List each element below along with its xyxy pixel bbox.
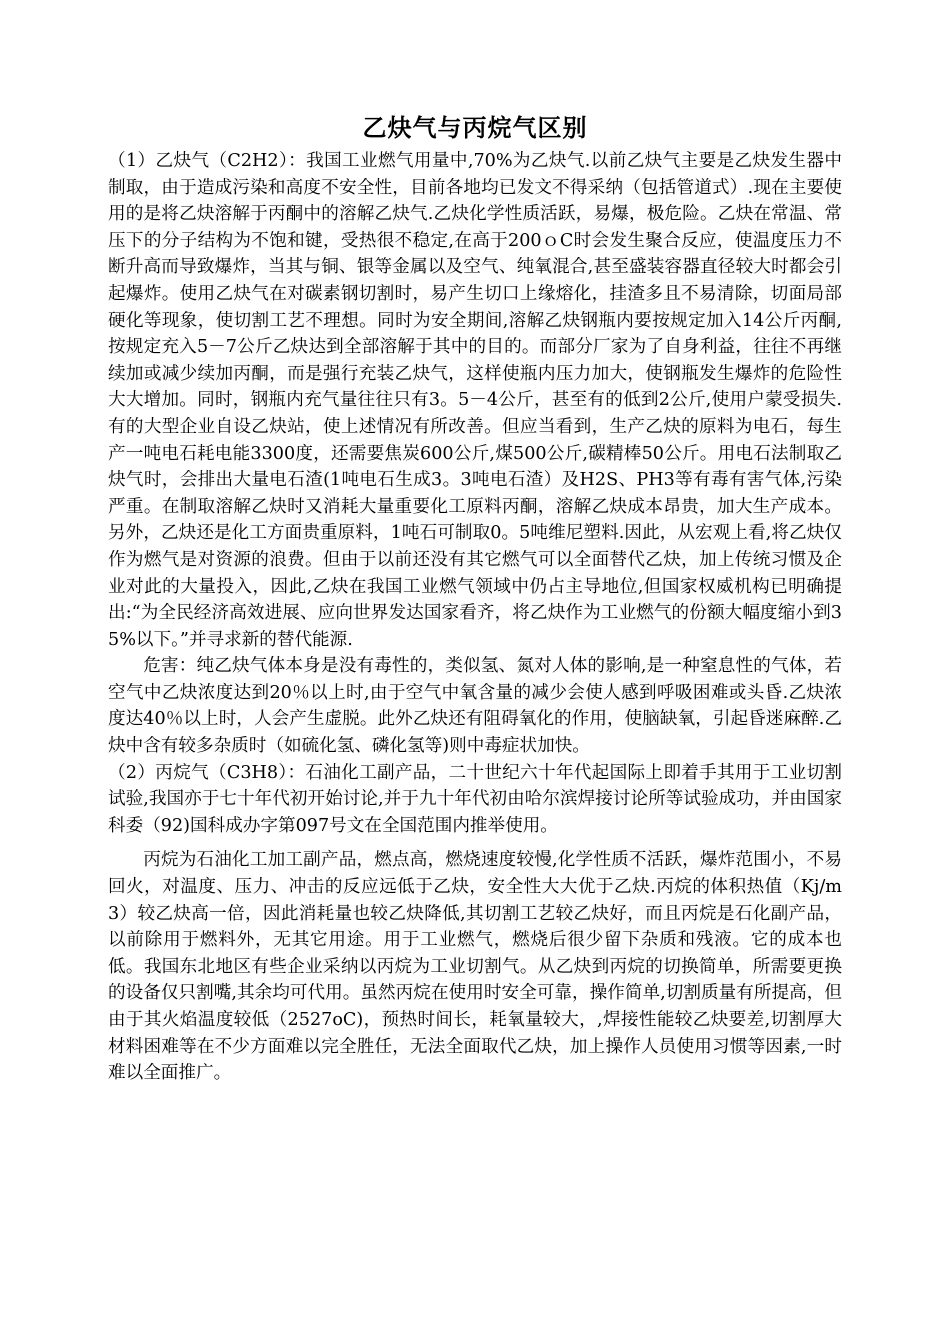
document-title: 乙炔气与丙烷气区别 (362, 113, 588, 142)
paragraph-acetylene: （1）乙炔气（C2H2）：我国工业燃气用量中,70%为乙炔气.以前乙炔气主要是乙炔发生器中制取，由于造成污染和高度不安全性，目前各地均已发文不得采纳（包括管道式）.现在主要使用的是将乙炔溶解于丙酮中的溶解乙炔气.乙炔化学性质活跃，易爆，极危险。乙炔在常温、常压下的分子结构为不饱和键，受热很不稳定,在高于200ｏC时会发生聚合反应，使温度压力不断升高而导致爆炸，当其与铜、银等金属以及空气、纯氧混合,甚至盛装容器直径较大时都会引起爆炸。使用乙炔气在对碳素钢切割时，易产生切口上缘熔化，挂渣多且不易清除，切面局部硬化等现象，使切割工艺不理想。同时为安全期间,溶解乙炔钢瓶内要按规定加入14公斤丙酮,按规定充入5－7公斤乙炔达到全部溶解于其中的目的。而部分厂家为了自身利益，往往不再继续加或减少续加丙酮，而是强行充装乙炔气，这样使瓶内压力加大，使钢瓶发生爆炸的危险性大大增加。同时，钢瓶内充气量往往只有3。5－4公斤，甚至有的低到2公斤,使用户蒙受损失.有的大型企业自设乙炔站，使上述情况有所改善。但应当看到，生产乙炔的原料为电石，每生产一吨电石耗电能3300度，还需要焦炭600公斤,煤500公斤,碳精棒50公斤。用电石法制取乙炔气时，会排出大量电石渣(1吨电石生成3。3吨电石渣）及H2S、PH3等有毒有害气体,污染严重。在制取溶解乙炔时又消耗大量重要化工原料丙酮，溶解乙炔成本昂贵，加大生产成本。另外，乙炔还是化工方面贵重原料，1吨石可制取0。5吨维尼塑料.因此，从宏观上看,将乙炔仅作为燃气是对资源的浪费。但由于以前还没有其它燃气可以全面替代乙炔，加上传统习惯及企业对此的大量投入，因此,乙炔在我国工业燃气领域中仍占主导地位,但国家权威机构已明确提出:“为全民经济高效进展、应向世界发达国家看齐，将乙炔作为工业燃气的份额大幅度缩小到35%以下。”并寻求新的替代能源. (108, 151, 842, 650)
paragraph-hazards: 危害：纯乙炔气体本身是没有毒性的，类似氢、氮对人体的影响,是一种窒息性的气体，若空气中乙炔浓度达到20％以上时,由于空气中氧含量的减少会使人感到呼吸困难或头昏.乙炔浓度达40％以上时，人会产生虚脱。此外乙炔还有阻碍氧化的作用，使脑缺氧，引起昏迷麻醉.乙炔中含有较多杂质时（如硫化氢、磷化氢等)则中毒症状加快。 (108, 656, 842, 757)
document-page (108, 112, 842, 1087)
paragraph-propane-details: 丙烷为石油化工加工副产品，燃点高，燃烧速度较慢,化学性质不活跃，爆炸范围小，不易回火，对温度、压力、冲击的反应远低于乙炔，安全性大大优于乙炔.丙烷的体积热值（Kj/m3）较乙炔高一倍，因此消耗量也较乙炔降低,其切割工艺较乙炔好，而且丙烷是石化副产品，以前除用于燃料外，无其它用途。用于工业燃气，燃烧后很少留下杂质和残液。它的成本也低。我国东北地区有些企业采纳以丙烷为工业切割气。从乙炔到丙烷的切换简单，所需要更换的设备仅只割嘴,其余均可代用。虽然丙烷在使用时安全可靠，操作简单,切割质量有所提高，但由于其火焰温度较低（2527oC)，预热时间长，耗氧量较大，,焊接性能较乙炔要差,切割厚大材料困难等在不少方面难以完全胜任，无法全面取代乙炔，加上操作人员使用习惯等因素,一时难以全面推广。 (108, 850, 842, 1084)
paragraph-propane: （2）丙烷气（C3H8）：石油化工副产品，二十世纪六十年代起国际上即着手其用于工业切割试验,我国亦于七十年代初开始讨论,并于九十年代初由哈尔滨焊接讨论所等试验成功，并由国家科委（92)国科成办字第097号文在全国范围内推举使用。 (108, 762, 842, 836)
